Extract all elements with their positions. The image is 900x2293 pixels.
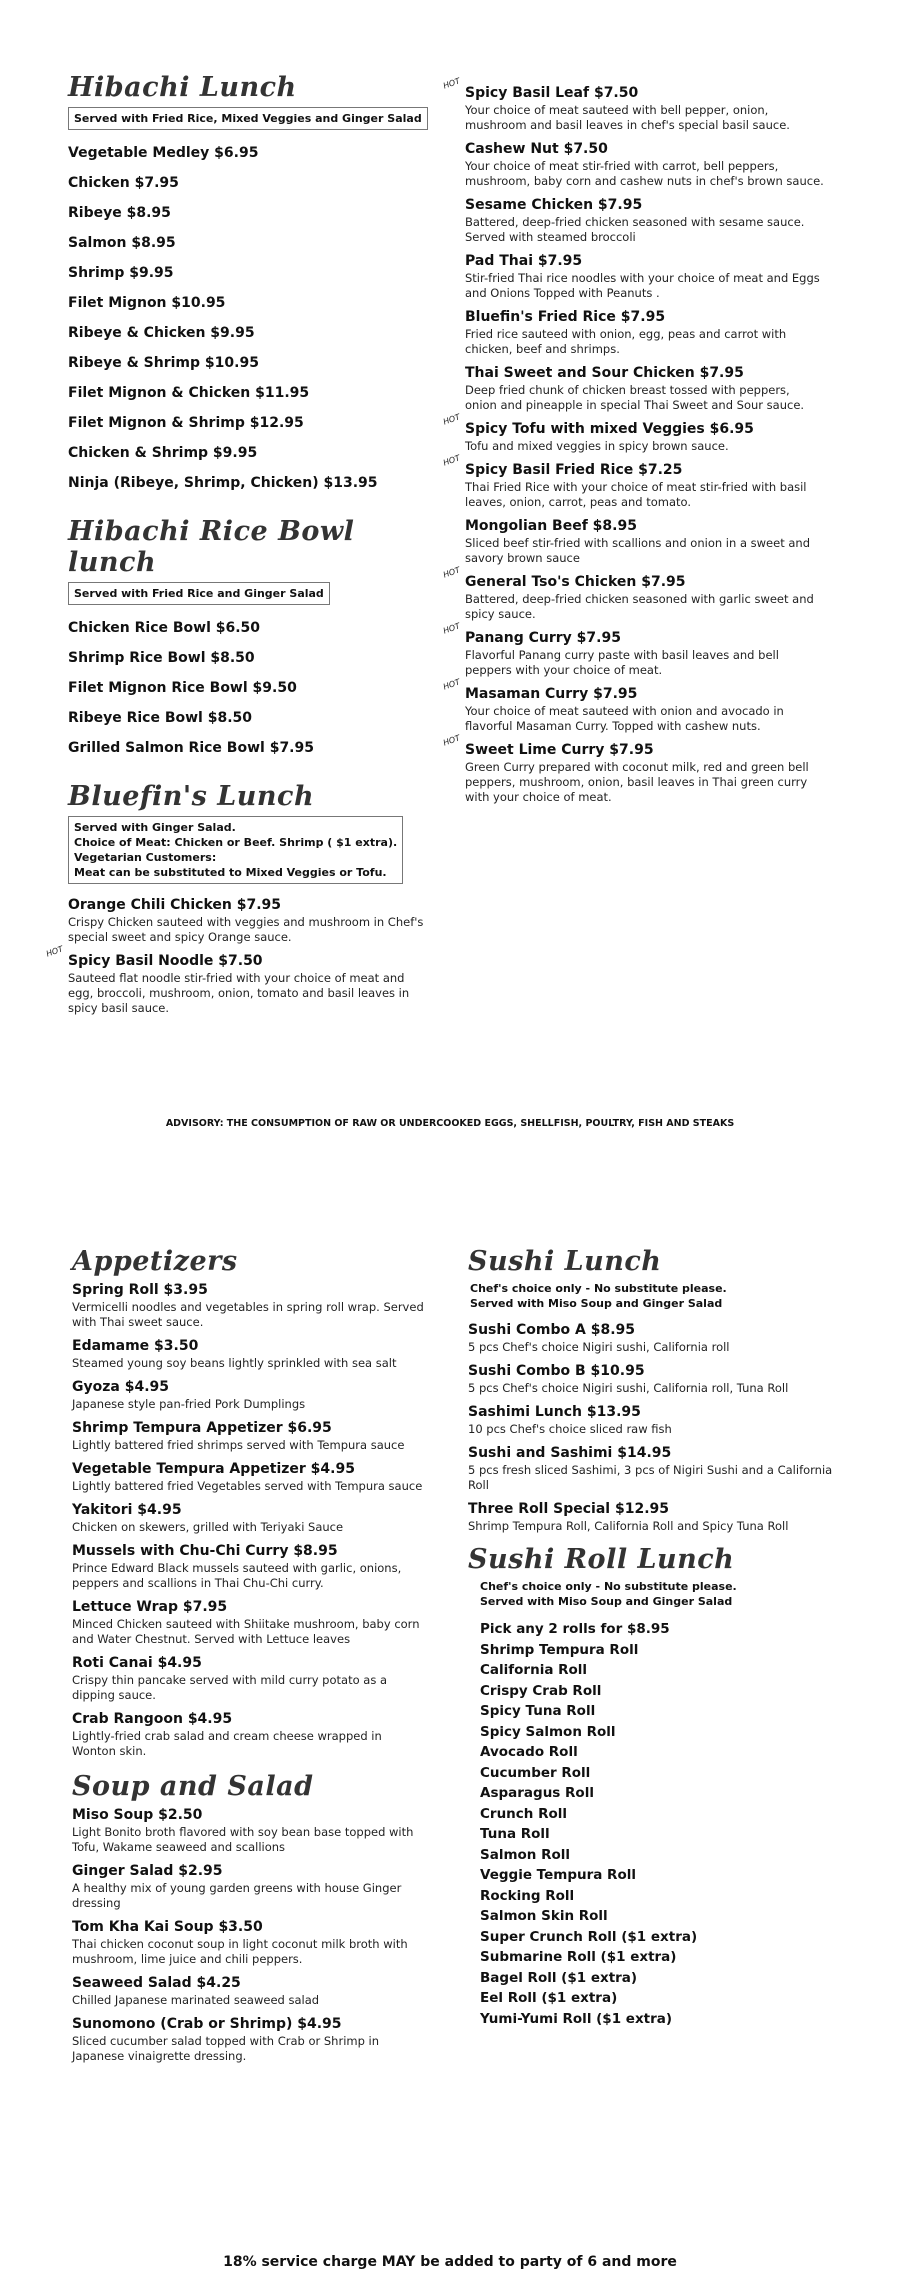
list-item: Yumi-Yumi Roll ($1 extra) [480,2010,673,2027]
item-description: Prince Edward Black mussels sauteed with garlic, onions, peppers and scallions in Thai Chu-Chi curry. [72,1561,402,1590]
menu-item [441,412,825,454]
sushi-roll-lunch-note [480,1579,833,1609]
item-description: Sauteed flat noodle stir-fried with your choice of meat and egg, broccoli, mushroom, onion, tomato and basil leaves in spicy basil sauce. [68,971,410,1015]
list-item: Salmon Skin Roll [480,1908,608,1924]
item-name: Yakitori $4.95 [72,1502,182,1518]
list-item: Vegetable Medley $6.95 [68,145,259,161]
hot-icon: HOT [441,677,462,692]
menu-item [72,1598,427,1647]
menu-item [72,1710,427,1759]
menu-item [441,621,825,678]
note-line: Served with Miso Soup and Ginger Salad [470,1297,723,1310]
item-description: Your choice of meat sauteed with bell pepper, onion, mushroom and basil leaves in chef's special basil sauce. [465,103,790,132]
hot-icon: HOT [441,621,462,636]
item-description: Lightly battered fried shrimps served with Tempura sauce [72,1438,405,1452]
item-name: Sushi and Sashimi $14.95 [468,1445,672,1461]
item-name: Spicy Basil Leaf $7.50 [465,85,639,101]
item-name: Spring Roll $3.95 [72,1282,208,1298]
hot-icon: HOT [441,412,462,427]
menu-item [72,1281,427,1330]
menu-item [72,1654,427,1703]
menu-item [468,1362,833,1396]
item-name: Spicy Tofu with mixed Veggies $6.95 [465,421,754,437]
item-description: Green Curry prepared with coconut milk, red and green bell peppers, mushroom, onion, basil leaves in Thai green curry with your choice of meat. [465,760,809,804]
item-description: Minced Chicken sauteed with Shiitake mushroom, baby corn and Water Chestnut. Served with Lettuce leaves [72,1617,420,1646]
left-column-bottom [72,1246,427,2071]
list-item: California Roll [480,1662,588,1678]
list-item: Salmon $8.95 [68,235,176,251]
menu-item [465,140,825,189]
list-item: Crunch Roll [480,1805,568,1822]
item-name: Roti Canai $4.95 [72,1655,202,1671]
item-name: Panang Curry $7.95 [465,630,621,646]
list-item: Spicy Salmon Roll [480,1723,616,1740]
note-line: Vegetarian Customers: [74,851,217,864]
menu-item [72,1542,427,1591]
list-item: Spicy Tuna Roll [480,1703,596,1719]
menu-item [72,1378,427,1412]
item-description: Chicken on skewers, grilled with Teriyaki Sauce [72,1520,344,1534]
menu-item [441,565,825,622]
menu-item [465,252,825,301]
menu-item [72,1501,427,1535]
item-description: Vermicelli noodles and vegetables in spring roll wrap. Served with Thai sweet sauce. [72,1300,424,1329]
list-item: Salmon Roll [480,1846,571,1863]
item-name: Sesame Chicken $7.95 [465,197,643,213]
hot-icon: HOT [441,76,462,91]
soup-salad-heading: Soup and Salad [72,1771,314,1802]
list-item: Asparagus Roll [480,1785,594,1801]
item-description: Battered, deep-fried chicken seasoned with sesame sauce. Served with steamed broccoli [465,215,805,244]
menu-item [465,517,825,566]
list-item: Super Crunch Roll ($1 extra) [480,1928,698,1945]
item-description: Thai Fried Rice with your choice of meat stir-fried with basil leaves, onion, carrot, peas and tomato. [465,480,807,509]
list-item: Veggie Tempura Roll [480,1867,636,1883]
item-name: Edamame $3.50 [72,1338,199,1354]
menu-item [465,364,825,413]
bluefin-lunch-note [68,816,403,884]
list-item: Shrimp Rice Bowl $8.50 [68,650,255,666]
list-item: Filet Mignon & Chicken $11.95 [68,385,310,401]
item-description: 5 pcs Chef's choice Nigiri sushi, California roll, Tuna Roll [468,1381,789,1395]
item-description: Lightly-fried crab salad and cream cheese wrapped in Wonton skin. [72,1729,382,1758]
menu-item [441,76,825,133]
item-description: Chilled Japanese marinated seaweed salad [72,1993,320,2007]
item-description: Thai chicken coconut soup in light coconut milk broth with mushroom, lime juice and chili peppers. [72,1937,408,1966]
menu-item [72,1337,427,1371]
advisory-text: ADVISORY: THE CONSUMPTION OF RAW OR UNDERCOOKED EGGS, SHELLFISH, POULTRY, FISH AND STEAKS [165,1118,735,1129]
item-description: Sliced beef stir-fried with scallions and onion in a sweet and savory brown sauce [465,536,810,565]
item-name: Masaman Curry $7.95 [465,686,638,702]
item-name: Sushi Combo B $10.95 [468,1363,645,1379]
list-item: Pick any 2 rolls for $8.95 [480,1621,670,1637]
hot-icon: HOT [441,565,462,580]
hot-icon: HOT [441,453,462,468]
menu-item [68,896,428,945]
item-name: Spicy Basil Noodle $7.50 [68,953,263,969]
item-description: A healthy mix of young garden greens with house Ginger dressing [72,1881,402,1910]
appetizers-heading: Appetizers [72,1246,238,1277]
item-name: Thai Sweet and Sour Chicken $7.95 [465,365,744,381]
item-name: Shrimp Tempura Appetizer $6.95 [72,1420,332,1436]
item-description: Stir-fried Thai rice noodles with your choice of meat and Eggs and Onions Topped with Peanuts . [465,271,820,300]
list-item: Bagel Roll ($1 extra) [480,1969,638,1986]
list-item: Chicken Rice Bowl $6.50 [68,620,261,636]
item-name: Lettuce Wrap $7.95 [72,1599,228,1615]
menu-item [72,2015,427,2064]
note-line: Served with Miso Soup and Ginger Salad [480,1595,733,1608]
menu-item [441,453,825,510]
item-name: Miso Soup $2.50 [72,1807,203,1823]
hot-icon: HOT [441,733,462,748]
item-name: General Tso's Chicken $7.95 [465,574,686,590]
item-description: Battered, deep-fried chicken seasoned with garlic sweet and spicy sauce. [465,592,814,621]
item-name: Mussels with Chu-Chi Curry $8.95 [72,1543,338,1559]
item-name: Tom Kha Kai Soup $3.50 [72,1919,263,1935]
service-charge-footer: 18% service charge MAY be added to party of 6 and more [223,2254,677,2270]
menu-item [468,1403,833,1437]
menu-item [468,1444,833,1493]
item-name: Three Roll Special $12.95 [468,1501,669,1517]
list-item: Shrimp $9.95 [68,265,174,281]
menu-item [468,1321,833,1355]
menu-item [465,308,825,357]
list-item: Ribeye Rice Bowl $8.50 [68,710,253,726]
sushi-lunch-note [470,1281,833,1311]
item-description: Deep fried chunk of chicken breast tossed with peppers, onion and pineapple in special Thai Sweet and Sour sauce. [465,383,805,412]
item-description: Japanese style pan-fried Pork Dumplings [72,1397,306,1411]
item-description: Crispy Chicken sauteed with veggies and mushroom in Chef's special sweet and spicy Orange sauce. [68,915,424,944]
menu-item [72,1460,427,1494]
item-description: Light Bonito broth flavored with soy bean base topped with Tofu, Wakame seaweed and scallions [72,1825,414,1854]
rice-bowl-heading: Hibachi Rice Bowl lunch [68,516,355,578]
item-name: Orange Chili Chicken $7.95 [68,897,282,913]
item-name: Crab Rangoon $4.95 [72,1711,233,1727]
note-line: Served with Ginger Salad. [74,821,236,834]
menu-item [72,1862,427,1911]
item-name: Mongolian Beef $8.95 [465,518,637,534]
hibachi-lunch-list [68,138,428,498]
item-description: 10 pcs Chef's choice sliced raw fish [468,1422,672,1436]
item-description: Crispy thin pancake served with mild curry potato as a dipping sauce. [72,1673,388,1702]
item-name: Sunomono (Crab or Shrimp) $4.95 [72,2016,342,2032]
hot-icon: HOT [44,944,65,959]
list-item: Ribeye & Chicken $9.95 [68,325,255,341]
menu-item [72,1974,427,2008]
list-item: Tuna Roll [480,1826,550,1842]
item-description: Fried rice sauteed with onion, egg, peas and carrot with chicken, beef and shrimps. [465,327,787,356]
rice-bowl-list [68,613,428,763]
item-description: 5 pcs fresh sliced Sashimi, 3 pcs of Nigiri Sushi and a California Roll [468,1463,833,1492]
list-item: Cucumber Roll [480,1764,591,1781]
right-column-top [441,76,825,812]
list-item: Ribeye $8.95 [68,205,171,221]
hibachi-lunch-note: Served with Fried Rice, Mixed Veggies and Ginger Salad [68,107,428,130]
list-item: Filet Mignon $10.95 [68,295,226,311]
item-description: Sliced cucumber salad topped with Crab or Shrimp in Japanese vinaigrette dressing. [72,2034,380,2063]
item-name: Seaweed Salad $4.25 [72,1975,241,1991]
item-name: Pad Thai $7.95 [465,253,583,269]
list-item: Shrimp Tempura Roll [480,1641,639,1658]
list-item: Submarine Roll ($1 extra) [480,1949,677,1965]
list-item: Eel Roll ($1 extra) [480,1990,618,2006]
item-description: Flavorful Panang curry paste with basil leaves and bell peppers with your choice of meat. [465,648,779,677]
note-line: Chef's choice only - No substitute please. [480,1580,737,1593]
item-name: Spicy Basil Fried Rice $7.25 [465,462,683,478]
list-item: Avocado Roll [480,1744,578,1760]
list-item: Rocking Roll [480,1887,575,1904]
item-name: Sashimi Lunch $13.95 [468,1404,641,1420]
note-line: Chef's choice only - No substitute please. [470,1282,727,1295]
list-item: Filet Mignon Rice Bowl $9.50 [68,680,297,696]
item-description: Your choice of meat sauteed with onion and avocado in flavorful Masaman Curry. Topped with cashew nuts. [465,704,784,733]
item-name: Cashew Nut $7.50 [465,141,608,157]
list-item: Chicken $7.95 [68,175,179,191]
menu-item [441,677,825,734]
item-description: Lightly battered fried Vegetables served with Tempura sauce [72,1479,423,1493]
right-column-bottom [468,1246,833,2029]
hibachi-lunch-heading: Hibachi Lunch [68,72,297,103]
item-description: Your choice of meat stir-fried with carrot, bell peppers, mushroom, baby corn and cashew nuts in chef's brown sauce. [465,159,824,188]
menu-item [72,1806,427,1855]
item-name: Gyoza $4.95 [72,1379,169,1395]
item-description: 5 pcs Chef's choice Nigiri sushi, California roll [468,1340,730,1354]
item-name: Vegetable Tempura Appetizer $4.95 [72,1461,355,1477]
list-item: Chicken & Shrimp $9.95 [68,445,258,461]
item-description: Shrimp Tempura Roll, California Roll and Spicy Tuna Roll [468,1519,789,1533]
menu-item [72,1419,427,1453]
list-item: Ribeye & Shrimp $10.95 [68,355,259,371]
item-name: Ginger Salad $2.95 [72,1863,223,1879]
left-column-top [44,72,428,1023]
sushi-roll-lunch-heading: Sushi Roll Lunch [468,1544,735,1575]
item-name: Sushi Combo A $8.95 [468,1322,636,1338]
sushi-roll-list [468,1619,833,2029]
list-item: Grilled Salmon Rice Bowl $7.95 [68,740,314,756]
list-item: Crispy Crab Roll [480,1682,602,1699]
item-description: Tofu and mixed veggies in spicy brown sauce. [465,439,729,453]
note-line: Choice of Meat: Chicken or Beef. Shrimp ( $1 extra). [74,836,398,849]
rice-bowl-note: Served with Fried Rice and Ginger Salad [68,582,330,605]
list-item: Ninja (Ribeye, Shrimp, Chicken) $13.95 [68,475,378,491]
bluefin-lunch-heading: Bluefin's Lunch [68,781,315,812]
menu-item [44,944,428,1016]
list-item: Filet Mignon & Shrimp $12.95 [68,415,304,431]
item-name: Sweet Lime Curry $7.95 [465,742,654,758]
menu-item [465,196,825,245]
menu-item [468,1500,833,1534]
menu-item [72,1918,427,1967]
menu-item [441,733,825,805]
item-description: Steamed young soy beans lightly sprinkled with sea salt [72,1356,397,1370]
item-name: Bluefin's Fried Rice $7.95 [465,309,666,325]
sushi-lunch-heading: Sushi Lunch [468,1246,662,1277]
note-line: Meat can be substituted to Mixed Veggies or Tofu. [74,866,387,879]
